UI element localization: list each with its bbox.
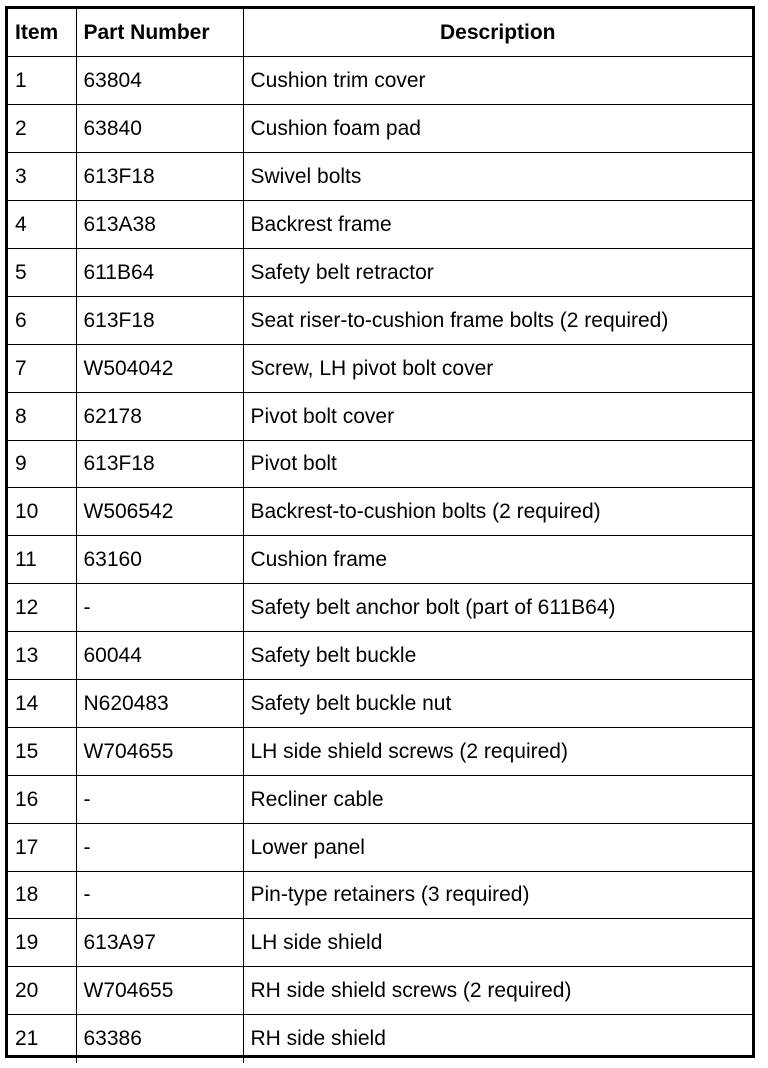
cell-description: Backrest-to-cushion bolts (2 required): [243, 488, 752, 536]
cell-item: 11: [8, 536, 76, 584]
cell-item: 8: [8, 392, 76, 440]
table-row: [8, 967, 752, 1015]
parts-table: [8, 9, 752, 1063]
cell-part-number: 613F18: [76, 153, 243, 201]
table-row: [8, 344, 752, 392]
cell-item: 13: [8, 632, 76, 680]
table-row: [8, 775, 752, 823]
table-row: [8, 536, 752, 584]
table-row: [8, 919, 752, 967]
cell-part-number: W704655: [76, 727, 243, 775]
cell-item: 5: [8, 248, 76, 296]
cell-description: Safety belt buckle: [243, 632, 752, 680]
cell-part-number: -: [76, 584, 243, 632]
cell-part-number: W704655: [76, 967, 243, 1015]
cell-part-number: 613A97: [76, 919, 243, 967]
cell-part-number: 63804: [76, 57, 243, 105]
cell-item: 18: [8, 871, 76, 919]
cell-description: Pivot bolt: [243, 440, 752, 488]
cell-part-number: 63160: [76, 536, 243, 584]
cell-part-number: 63386: [76, 1015, 243, 1063]
table-body: [8, 57, 752, 1063]
header-item: Item: [8, 9, 76, 57]
cell-description: Lower panel: [243, 823, 752, 871]
cell-description: LH side shield screws (2 required): [243, 727, 752, 775]
cell-description: RH side shield screws (2 required): [243, 967, 752, 1015]
cell-part-number: 62178: [76, 392, 243, 440]
table-row: [8, 584, 752, 632]
table-row: [8, 871, 752, 919]
cell-part-number: -: [76, 823, 243, 871]
header-description: Description: [243, 9, 752, 57]
table-header: [8, 9, 752, 57]
cell-item: 3: [8, 153, 76, 201]
cell-description: Pin-type retainers (3 required): [243, 871, 752, 919]
cell-description: Seat riser-to-cushion frame bolts (2 required): [243, 296, 752, 344]
cell-item: 21: [8, 1015, 76, 1063]
cell-item: 20: [8, 967, 76, 1015]
cell-description: Screw, LH pivot bolt cover: [243, 344, 752, 392]
cell-description: Cushion trim cover: [243, 57, 752, 105]
cell-description: Swivel bolts: [243, 153, 752, 201]
cell-part-number: 613A38: [76, 201, 243, 249]
table-row: [8, 105, 752, 153]
table-row: [8, 440, 752, 488]
header-row: [8, 9, 752, 57]
cell-item: 17: [8, 823, 76, 871]
table-row: [8, 488, 752, 536]
cell-item: 1: [8, 57, 76, 105]
table-row: [8, 248, 752, 296]
cell-item: 7: [8, 344, 76, 392]
cell-description: Recliner cable: [243, 775, 752, 823]
cell-item: 10: [8, 488, 76, 536]
table-row: [8, 632, 752, 680]
cell-description: RH side shield: [243, 1015, 752, 1063]
cell-item: 15: [8, 727, 76, 775]
cell-part-number: 60044: [76, 632, 243, 680]
cell-item: 19: [8, 919, 76, 967]
table-row: [8, 679, 752, 727]
cell-description: LH side shield: [243, 919, 752, 967]
parts-table-frame: [5, 6, 755, 1058]
cell-part-number: W504042: [76, 344, 243, 392]
cell-part-number: 611B64: [76, 248, 243, 296]
cell-description: Safety belt anchor bolt (part of 611B64): [243, 584, 752, 632]
cell-item: 4: [8, 201, 76, 249]
table-row: [8, 153, 752, 201]
table-row: [8, 296, 752, 344]
cell-part-number: 613F18: [76, 296, 243, 344]
table-row: [8, 1015, 752, 1063]
cell-part-number: 63840: [76, 105, 243, 153]
cell-part-number: 613F18: [76, 440, 243, 488]
table-row: [8, 727, 752, 775]
cell-description: Cushion frame: [243, 536, 752, 584]
cell-description: Safety belt retractor: [243, 248, 752, 296]
cell-description: Safety belt buckle nut: [243, 679, 752, 727]
cell-description: Backrest frame: [243, 201, 752, 249]
cell-part-number: -: [76, 871, 243, 919]
table-row: [8, 392, 752, 440]
cell-item: 2: [8, 105, 76, 153]
cell-part-number: -: [76, 775, 243, 823]
cell-description: Pivot bolt cover: [243, 392, 752, 440]
cell-description: Cushion foam pad: [243, 105, 752, 153]
cell-item: 14: [8, 679, 76, 727]
table-row: [8, 823, 752, 871]
table-row: [8, 57, 752, 105]
cell-item: 16: [8, 775, 76, 823]
table-row: [8, 201, 752, 249]
cell-item: 6: [8, 296, 76, 344]
cell-item: 12: [8, 584, 76, 632]
cell-part-number: W506542: [76, 488, 243, 536]
cell-item: 9: [8, 440, 76, 488]
cell-part-number: N620483: [76, 679, 243, 727]
header-part-number: Part Number: [76, 9, 243, 57]
